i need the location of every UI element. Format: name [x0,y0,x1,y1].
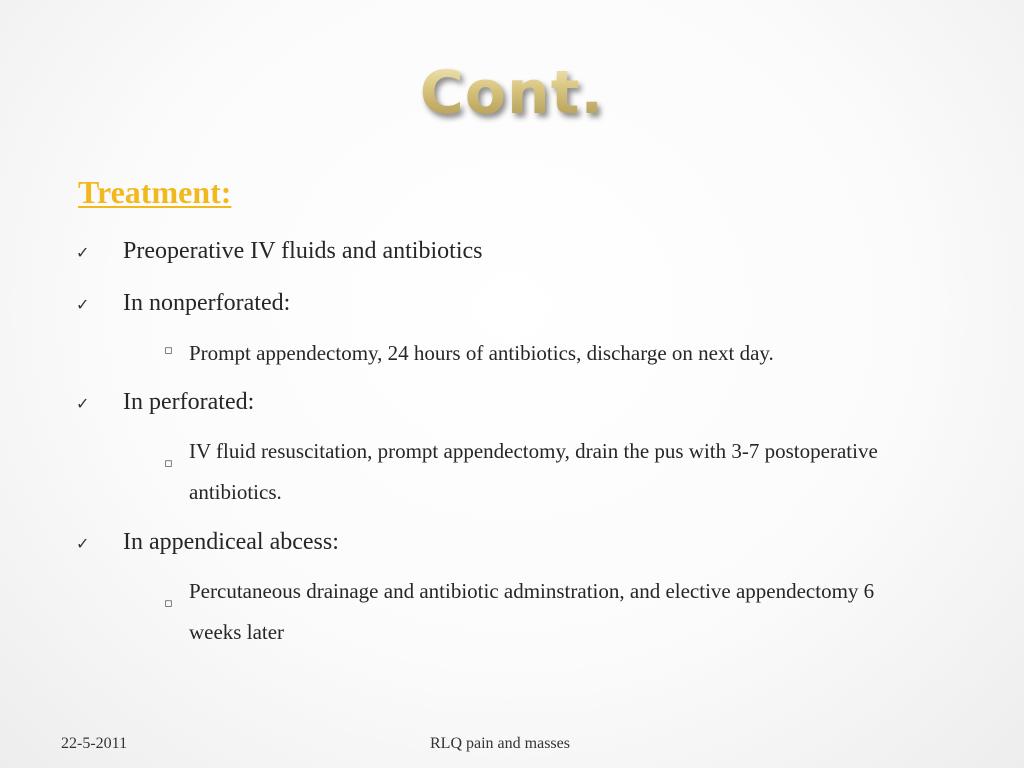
bullet-text: In nonperforated: [123,290,291,316]
bullet-text: Preoperative IV fluids and antibiotics [123,238,483,264]
subbullet-appendiceal-abcess [164,571,909,653]
bullet-perforated [76,389,255,416]
section-subhead: Treatment: [78,174,232,210]
footer-date: 22-5-2011 [61,735,128,752]
slide-title: Cont. [0,58,1024,128]
square-bullet-icon: ▫ [164,596,173,611]
square-bullet-icon: ▫ [164,456,173,471]
bullet-nonperforated [76,290,291,317]
subbullet-text: Prompt appendectomy, 24 hours of antibiotics, discharge on next day. [189,341,774,365]
footer-caption: RLQ pain and masses [430,735,570,752]
checkmark-icon: ✓ [76,295,90,314]
bullet-text: In appendiceal abcess: [123,529,339,555]
subbullet-text: Percutaneous drainage and antibiotic adminstration, and elective appendectomy 6 weeks later [189,579,875,644]
bullet-text: In perforated: [123,389,255,415]
subbullet-nonperforated [164,341,774,366]
bullet-preoperative [76,238,483,265]
subbullet-text: IV fluid resuscitation, prompt appendectomy, drain the pus with 3-7 postoperative antibiotics. [189,439,878,504]
square-bullet-icon: ▫ [164,343,173,358]
subbullet-perforated [164,431,909,513]
checkmark-icon: ✓ [76,394,90,413]
bullet-appendiceal-abcess [76,529,339,556]
checkmark-icon: ✓ [76,243,90,262]
checkmark-icon: ✓ [76,534,90,553]
